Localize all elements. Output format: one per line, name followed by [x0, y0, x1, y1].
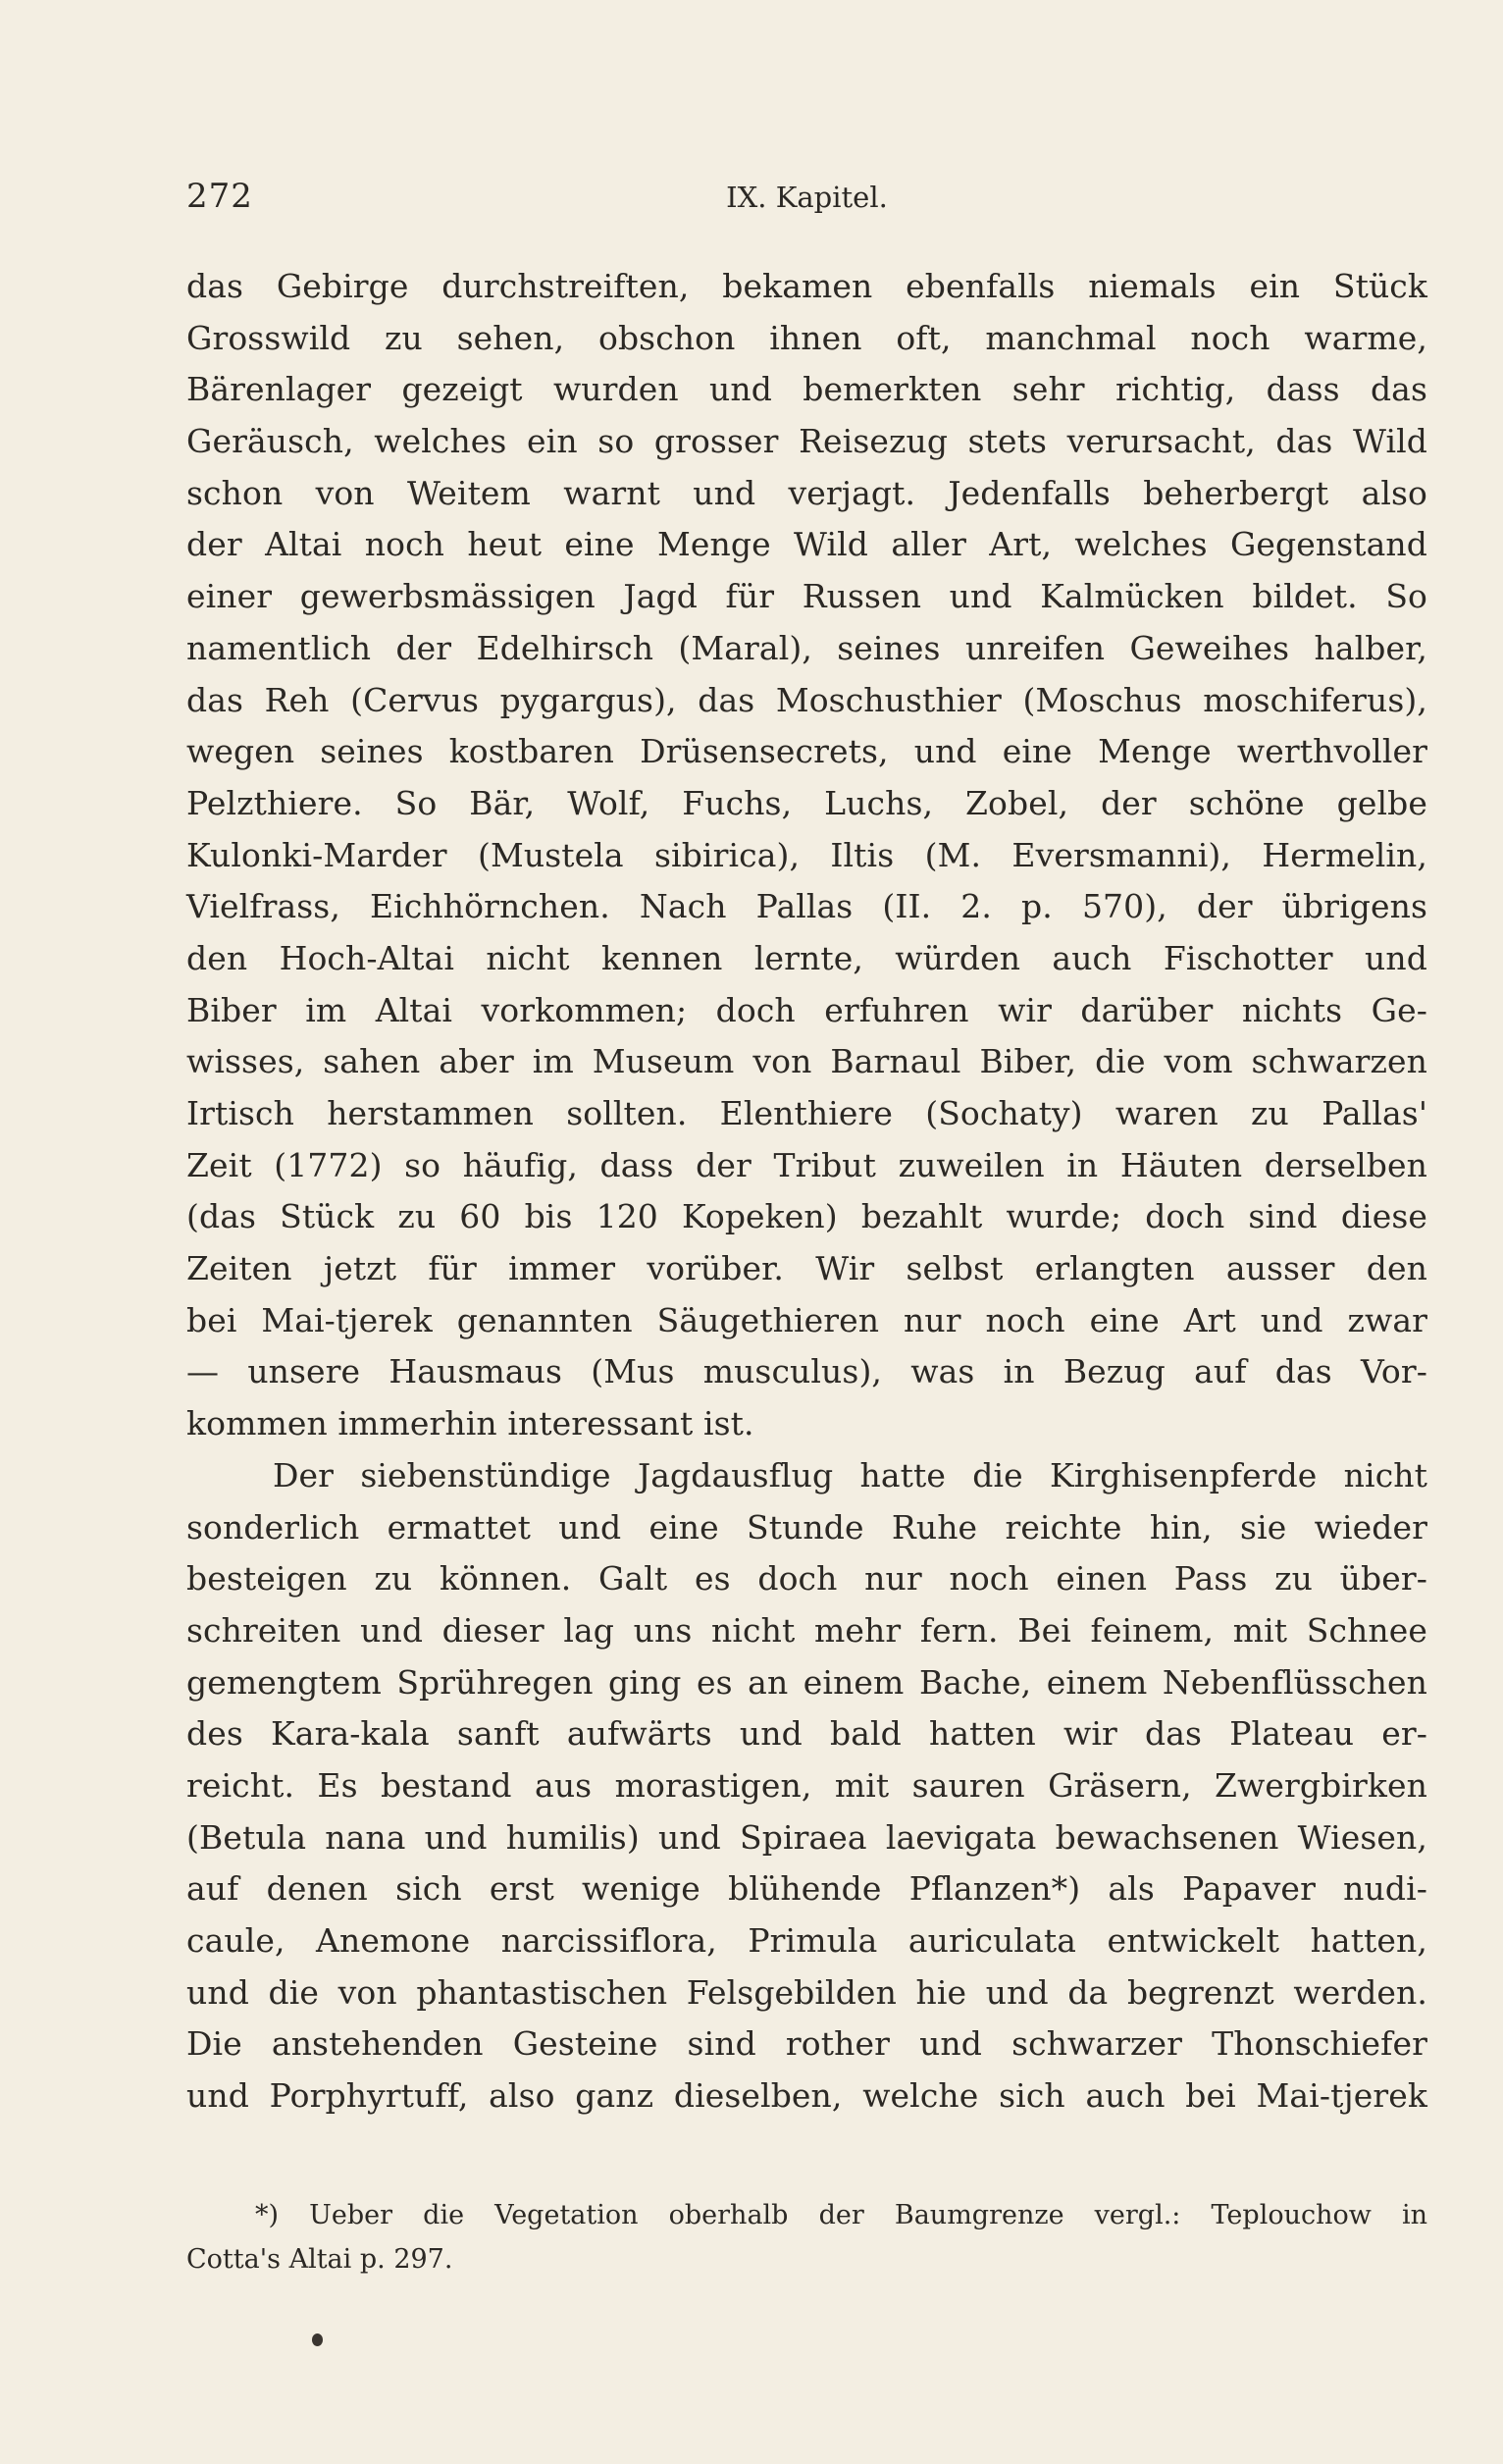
text-line: einer gewerbsmässigen Jagd für Russen und Kalmücken bildet. So [186, 577, 1427, 616]
text-line: das Reh (Cervus pygargus), das Moschusthier (Moschus moschiferus), [186, 680, 1427, 719]
text-line: das Gebirge durchstreiften, bekamen ebenfalls niemals ein Stück [186, 267, 1427, 305]
paragraph-start-line: Der siebenstündige Jagdausflug hatte die Kirghisenpferde nicht [273, 1455, 1427, 1494]
footnote-line: *) Ueber die Vegetation oberhalb der Baumgrenze vergl.: Teplouchow in [255, 2200, 1427, 2230]
text-line: namentlich der Edelhirsch (Maral), seines unreifen Geweihes halber, [186, 628, 1427, 667]
body-text [186, 261, 1427, 2123]
text-line: Zeit (1772) so häufig, dass der Tribut zuweilen in Häuten derselben [186, 1145, 1427, 1184]
text-line: und Porphyrtuff, also ganz dieselben, welche sich auch bei Mai-tjerek [186, 2076, 1427, 2116]
text-line: Grosswild zu sehen, obschon ihnen oft, manchmal noch warme, [186, 318, 1427, 357]
text-line: bei Mai-tjerek genannten Säugethieren nur noch eine Art und zwar [186, 1300, 1427, 1339]
chapter-title: IX. Kapitel. [726, 181, 888, 214]
text-line: (Betula nana und humilis) und Spiraea laevigata bewachsenen Wiesen, [186, 1817, 1427, 1857]
text-line: reicht. Es bestand aus morastigen, mit sauren Gräsern, Zwergbirken [186, 1765, 1427, 1805]
text-line: den Hoch-Altai nicht kennen lernte, würden auch Fischotter und [186, 938, 1427, 977]
text-line: gemengtem Sprühregen ging es an einem Bache, einem Nebenflüsschen [186, 1662, 1427, 1702]
footnote-line: Cotta's Altai p. 297. [186, 2244, 453, 2275]
footnote [186, 2193, 1427, 2281]
text-line: (das Stück zu 60 bis 120 Kopeken) bezahlt wurde; doch sind diese [186, 1197, 1427, 1236]
page-number: 272 [186, 177, 253, 216]
text-line: besteigen zu können. Galt es doch nur noch einen Pass zu über- [186, 1559, 1427, 1599]
ink-speck [312, 2333, 323, 2346]
text-line: Bärenlager gezeigt wurden und bemerkten sehr richtig, dass das [186, 370, 1427, 409]
text-line: sonderlich ermattet und eine Stunde Ruhe reichte hin, sie wieder [186, 1507, 1427, 1547]
text-line: schreiten und dieser lag uns nicht mehr fern. Bei feinem, mit Schnee [186, 1610, 1427, 1650]
text-line: der Altai noch heut eine Menge Wild aller Art, welches Gegenstand [186, 525, 1427, 564]
paragraph-end-line: kommen immerhin interessant ist. [186, 1404, 754, 1443]
text-line: schon von Weitem warnt und verjagt. Jedenfalls beherbergt also [186, 473, 1427, 512]
running-head [186, 177, 1427, 226]
text-line: wegen seines kostbaren Drüsensecrets, und eine Menge werthvoller [186, 732, 1427, 771]
text-line: Zeiten jetzt für immer vorüber. Wir selbst erlangten ausser den [186, 1249, 1427, 1288]
text-line: wisses, sahen aber im Museum von Barnaul Biber, die vom schwarzen [186, 1042, 1427, 1081]
text-line: Vielfrass, Eichhörnchen. Nach Pallas (II. 2. p. 570), der übrigens [186, 887, 1427, 926]
text-line: Kulonki-Marder (Mustela sibirica), Iltis (M. Eversmanni), Hermelin, [186, 835, 1427, 874]
text-line: und die von phantastischen Felsgebilden hie und da begrenzt werden. [186, 1972, 1427, 2012]
text-line: Die anstehenden Gesteine sind rother und schwarzer Thonschiefer [186, 2024, 1427, 2064]
text-line: Irtisch herstammen sollten. Elenthiere (Sochaty) waren zu Pallas' [186, 1094, 1427, 1132]
text-line: Biber im Altai vorkommen; doch erfuhren wir darüber nichts Ge- [186, 990, 1427, 1029]
text-line: — unsere Hausmaus (Mus musculus), was in Bezug auf das Vor- [186, 1352, 1427, 1391]
text-line: Geräusch, welches ein so grosser Reisezug stets verursacht, das Wild [186, 422, 1427, 461]
text-line: des Kara-kala sanft aufwärts und bald hatten wir das Plateau er- [186, 1714, 1427, 1754]
text-line: caule, Anemone narcissiflora, Primula auriculata entwickelt hatten, [186, 1921, 1427, 1960]
text-line: Pelzthiere. So Bär, Wolf, Fuchs, Luchs, Zobel, der schöne gelbe [186, 783, 1427, 822]
text-line: auf denen sich erst wenige blühende Pflanzen*) als Papaver nudi- [186, 1869, 1427, 1909]
